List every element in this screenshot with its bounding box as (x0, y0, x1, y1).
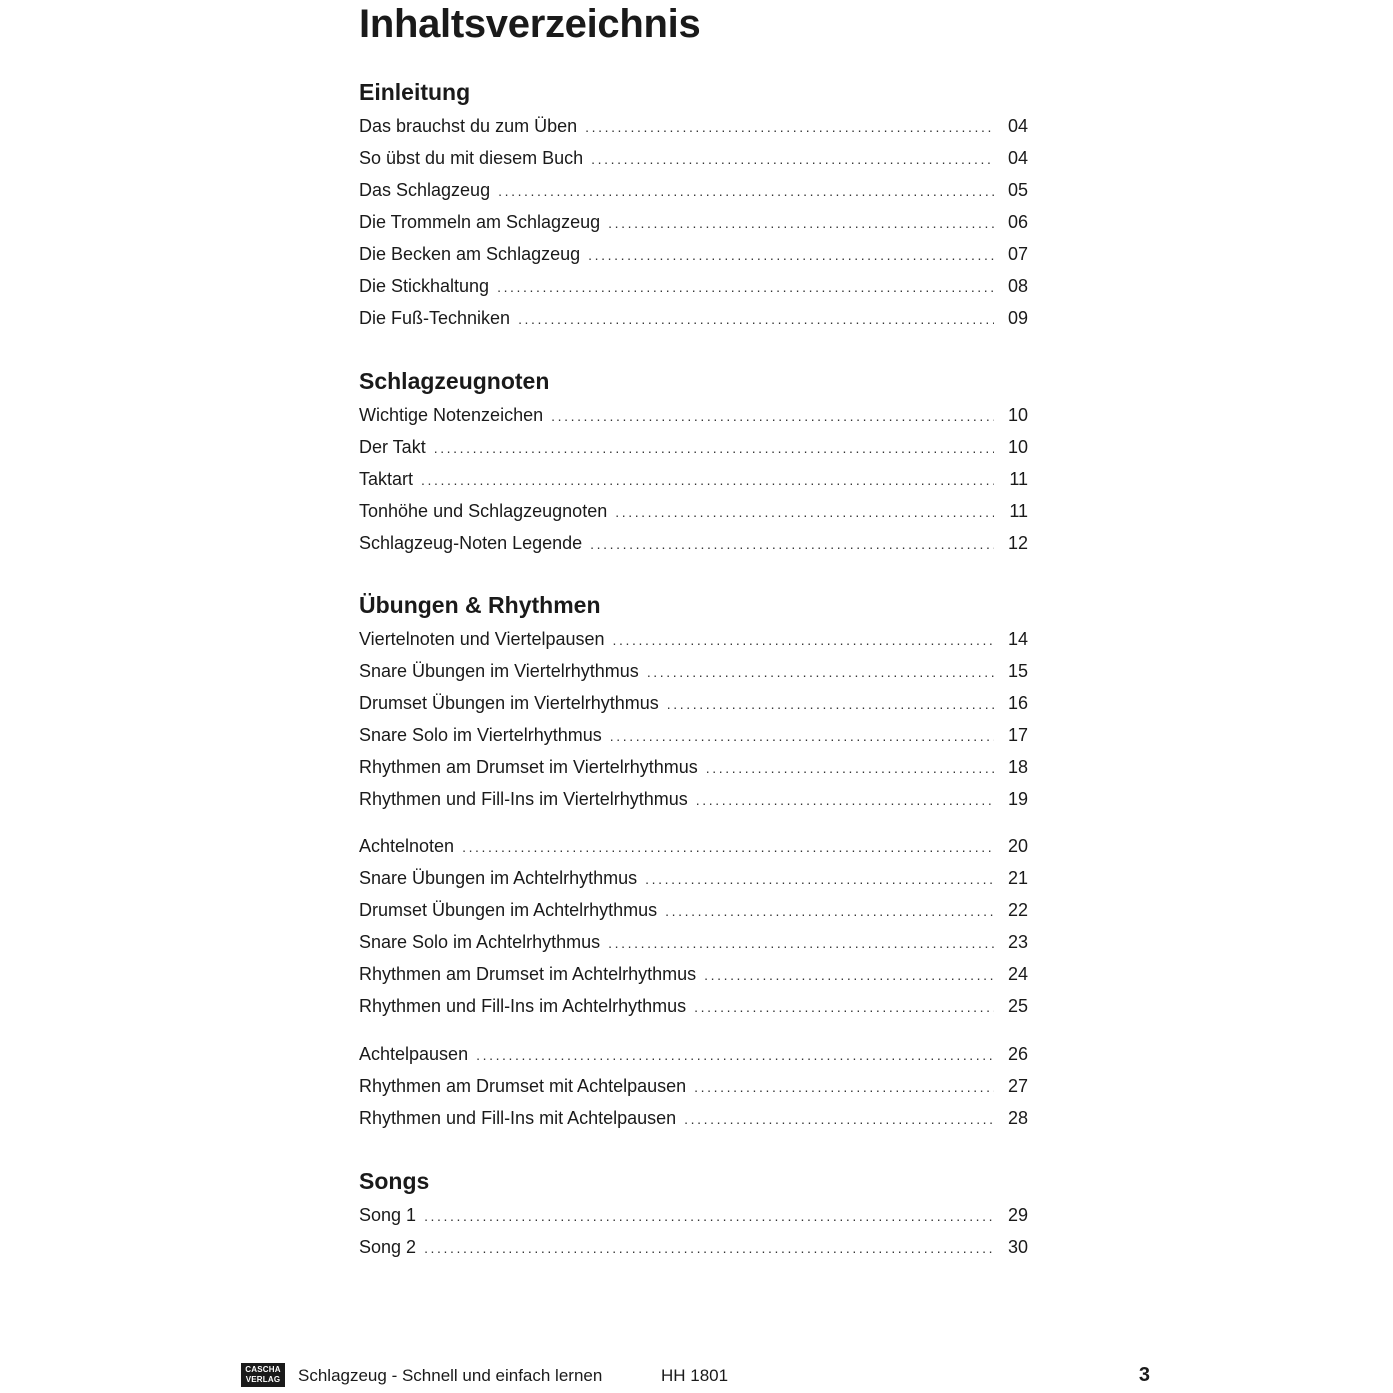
entry-page-number: 16 (1007, 693, 1028, 713)
entry-label: Die Becken am Schlagzeug (359, 244, 581, 264)
entry-label: Die Stickhaltung (359, 276, 490, 296)
entry-page-number: 28 (1007, 1108, 1028, 1128)
dot-leader (588, 243, 994, 267)
toc-entry[interactable] (359, 691, 1028, 715)
toc-entry[interactable] (359, 114, 1028, 138)
toc-entry[interactable] (359, 1106, 1028, 1130)
dot-leader (608, 211, 994, 235)
entry-page-number: 08 (1007, 276, 1028, 296)
footer-catalog-code: HH 1801 (661, 1366, 729, 1385)
logo-text-line2: VERLAG (245, 1375, 281, 1384)
dot-leader (704, 963, 994, 987)
entry-label: Song 2 (359, 1237, 417, 1257)
entry-page-number: 25 (1007, 996, 1028, 1016)
dot-leader (585, 115, 994, 139)
entry-page-number: 26 (1007, 1044, 1028, 1064)
toc-entry[interactable] (359, 834, 1028, 858)
toc-entry[interactable] (359, 435, 1028, 459)
entry-page-number: 18 (1007, 757, 1028, 777)
toc-entry[interactable] (359, 1235, 1028, 1259)
entry-page-number: 15 (1007, 661, 1028, 681)
logo-text-line1: CASCHA (245, 1365, 281, 1374)
entry-page-number: 05 (1007, 180, 1028, 200)
entry-page-number: 10 (1007, 405, 1028, 425)
section-heading-songs: Songs (359, 1168, 430, 1194)
toc-entry[interactable] (359, 531, 1028, 555)
entry-page-number: 30 (1007, 1237, 1028, 1257)
dot-leader (610, 724, 994, 748)
dot-leader (608, 931, 994, 955)
toc-entry[interactable] (359, 866, 1028, 890)
entry-label: Rhythmen und Fill-Ins im Achtelrhythmus (359, 996, 687, 1016)
section-heading-einleitung: Einleitung (359, 79, 471, 105)
entry-label: Rhythmen am Drumset im Achtelrhythmus (359, 964, 697, 984)
dot-leader (645, 867, 994, 891)
dot-leader (498, 179, 994, 203)
entry-page-number: 11 (1009, 501, 1028, 521)
entry-page-number: 24 (1007, 964, 1028, 984)
toc-entry[interactable] (359, 1074, 1028, 1098)
toc-entry[interactable] (359, 210, 1028, 234)
entry-label: Die Trommeln am Schlagzeug (359, 212, 601, 232)
page-footer (0, 1362, 1393, 1390)
toc-entry[interactable] (359, 242, 1028, 266)
dot-leader (665, 899, 994, 923)
dot-leader (476, 1043, 994, 1067)
toc-entry[interactable] (359, 146, 1028, 170)
entry-label: Die Fuß-Techniken (359, 308, 511, 328)
toc-entry[interactable] (359, 306, 1028, 330)
dot-leader (434, 436, 994, 460)
toc-entry[interactable] (359, 898, 1028, 922)
dot-leader (421, 468, 994, 492)
entry-page-number: 20 (1007, 836, 1028, 856)
toc-entry[interactable] (359, 627, 1028, 651)
entry-page-number: 21 (1007, 868, 1028, 888)
toc-entry[interactable] (359, 723, 1028, 747)
entry-page-number: 04 (1007, 116, 1028, 136)
dot-leader (706, 756, 994, 780)
dot-leader (551, 404, 994, 428)
entry-label: Snare Solo im Viertelrhythmus (359, 725, 602, 745)
entry-page-number: 19 (1007, 789, 1028, 809)
entry-label: Das Schlagzeug (359, 180, 491, 200)
entry-page-number: 09 (1007, 308, 1028, 328)
toc-entry[interactable] (359, 499, 1028, 523)
entry-label: Wichtige Notenzeichen (359, 405, 544, 425)
dot-leader (694, 1075, 994, 1099)
entry-page-number: 11 (1009, 469, 1028, 489)
entry-label: Snare Solo im Achtelrhythmus (359, 932, 601, 952)
entry-page-number: 07 (1007, 244, 1028, 264)
entry-label: Drumset Übungen im Viertelrhythmus (359, 693, 659, 713)
footer-book-title: Schlagzeug - Schnell und einfach lernen (298, 1366, 603, 1385)
dot-leader (667, 692, 994, 716)
entry-label: So übst du mit diesem Buch (359, 148, 584, 168)
dot-leader (424, 1236, 994, 1260)
entry-page-number: 04 (1007, 148, 1028, 168)
entry-label: Viertelnoten und Viertelpausen (359, 629, 605, 649)
entry-label: Drumset Übungen im Achtelrhythmus (359, 900, 658, 920)
dot-leader (462, 835, 994, 859)
entry-label: Tonhöhe und Schlagzeugnoten (359, 501, 608, 521)
toc-entry[interactable] (359, 403, 1028, 427)
entry-label: Schlagzeug-Noten Legende (359, 533, 583, 553)
entry-label: Achtelpausen (359, 1044, 469, 1064)
dot-leader (696, 788, 994, 812)
toc-entry[interactable] (359, 930, 1028, 954)
entry-label: Achtelnoten (359, 836, 455, 856)
entry-page-number: 06 (1007, 212, 1028, 232)
toc-entry[interactable] (359, 274, 1028, 298)
entry-page-number: 22 (1007, 900, 1028, 920)
dot-leader (497, 275, 994, 299)
dot-leader (613, 628, 994, 652)
dot-leader (647, 660, 994, 684)
entry-label: Das brauchst du zum Üben (359, 116, 578, 136)
toc-entry[interactable] (359, 1203, 1028, 1227)
dot-leader (424, 1204, 994, 1228)
toc-entry[interactable] (359, 1042, 1028, 1066)
entry-page-number: 17 (1007, 725, 1028, 745)
entry-label: Rhythmen und Fill-Ins mit Achtelpausen (359, 1108, 677, 1128)
entry-page-number: 29 (1007, 1205, 1028, 1225)
entry-label: Rhythmen am Drumset im Viertelrhythmus (359, 757, 698, 777)
entry-label: Der Takt (359, 437, 426, 457)
entry-label: Snare Übungen im Achtelrhythmus (359, 868, 638, 888)
publisher-logo (241, 1363, 285, 1387)
entry-page-number: 27 (1007, 1076, 1028, 1096)
footer-page-number: 3 (1138, 1364, 1150, 1386)
entry-page-number: 23 (1007, 932, 1028, 952)
toc-entry[interactable] (359, 755, 1028, 779)
entry-page-number: 12 (1007, 533, 1028, 553)
section-heading-schlagzeugnoten: Schlagzeugnoten (359, 368, 550, 394)
toc-entry[interactable] (359, 962, 1028, 986)
page-title: Inhaltsverzeichnis (359, 2, 701, 46)
entry-label: Song 1 (359, 1205, 417, 1225)
dot-leader (591, 147, 994, 171)
entry-label: Rhythmen und Fill-Ins im Viertelrhythmus (359, 789, 688, 809)
toc-entry[interactable] (359, 467, 1028, 491)
toc-entry[interactable] (359, 659, 1028, 683)
entry-page-number: 14 (1007, 629, 1028, 649)
dot-leader (615, 500, 994, 524)
toc-entry[interactable] (359, 994, 1028, 1018)
entry-page-number: 10 (1007, 437, 1028, 457)
entry-label: Snare Übungen im Viertelrhythmus (359, 661, 639, 681)
dot-leader (518, 307, 994, 331)
toc-entry[interactable] (359, 787, 1028, 811)
dot-leader (684, 1107, 994, 1131)
section-heading-uebungen-rhythmen: Übungen & Rhythmen (359, 592, 601, 618)
toc-entry[interactable] (359, 178, 1028, 202)
entry-label: Taktart (359, 469, 414, 489)
entry-label: Rhythmen am Drumset mit Achtelpausen (359, 1076, 687, 1096)
dot-leader (694, 995, 994, 1019)
dot-leader (590, 532, 994, 556)
